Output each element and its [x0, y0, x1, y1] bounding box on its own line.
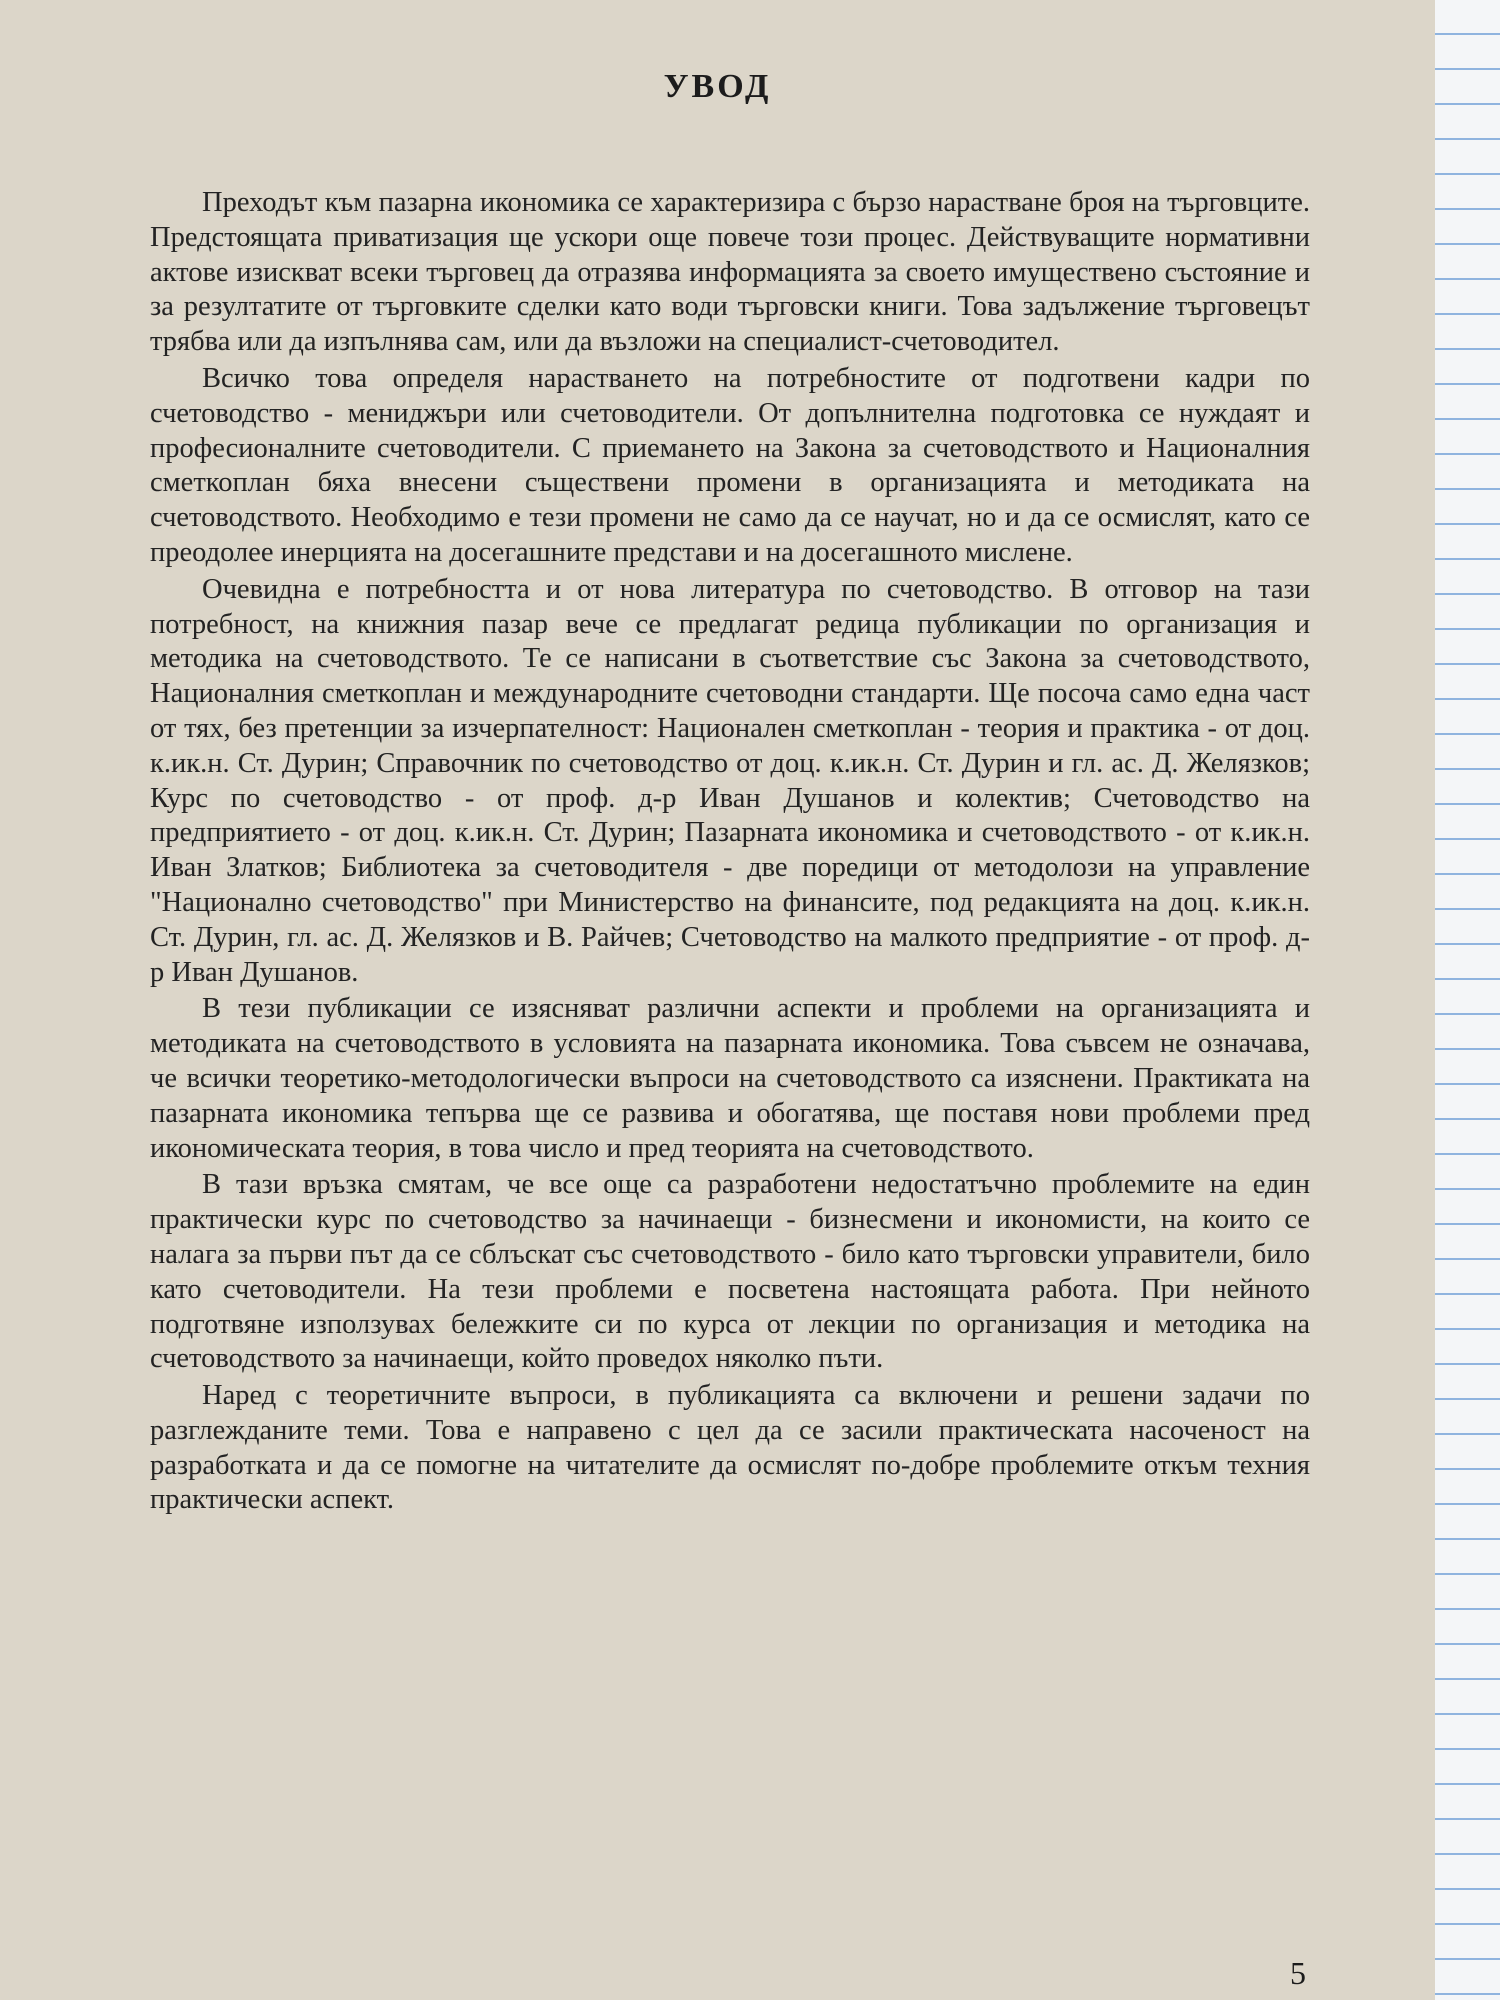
paragraph: Преходът към пазарна икономика се характеризира с бързо нарастване броя на търговците. Предстоящата приватизация ще ускори още повече този процес. Действуващите нормативни актове изискват всеки търговец да отразява информацията за своето имуществено състояние и за резултатите от търговките сделки като води търговски книги. Това задължение търговецът трябва или да изпълнява сам, или да възложи на специалист-счетоводител. [150, 187, 1310, 358]
paragraph: В тези публикации се изясняват различни аспекти и проблеми на организацията и методиката на счетоводството в условията на пазарната икономика. Това съвсем не означава, че всички теоретико-методологически въпроси на счетоводството са изяснени. Практиката на пазарната икономика тепърва ще се развива и обогатява, ще поставя нови проблеми пред икономическата теория, в това число и пред теорията на счетоводството. [150, 993, 1310, 1164]
chapter-title: УВОД [663, 68, 772, 105]
page-number: 5 [1290, 1955, 1306, 1991]
paragraph: Очевидна е потребността и от нова литература по счетоводство. В отговор на тази потребност, на книжния пазар вече се предлагат редица публикации по организация и методика на счетоводството. Те се написани в съответствие със Закона за счетоводството, Националния сметкоплан и международните счетоводни стандарти. Ще посоча само една част от тях, без претенции за изчерпателност: Национален сметкоплан - теория и практика - от доц. к.ик.н. Ст. Дурин; Справочник по счетоводство от доц. к.ик.н. Ст. Дурин и гл. ас. Д. Желязков; Курс по счетоводство - от проф. д-р Иван Душанов и колектив; Счетоводство на предприятието - от доц. к.ик.н. Ст. Дурин; Пазарната икономика и счетоводството - от к.ик.н. Иван Златков; Библиотека за счетоводителя - две поредици от методолози на управление "Национално счетоводство" при Министерство на финансите, под редакцията на доц. к.ик.н. Ст. Дурин, гл. ас. Д. Желязков и В. Райчев; Счетоводство на малкото предприятие - от проф. д-р Иван Душанов. [150, 573, 1310, 988]
body-text [150, 186, 1310, 1520]
paragraph: В тази връзка смятам, че все още са разработени недостатъчно проблемите на един практически курс по счетоводство за начинаещи - бизнесмени и икономисти, на които се налага за първи път да се сблъскат със счетоводството - било като търговски управители, било като счетоводители. На тези проблеми е посветена настоящата работа. При нейното подготвяне използувах бележките си по курса от лекции по организация и методика на счетоводството за начинаещи, който проведох няколко пъти. [150, 1169, 1310, 1375]
lined-notebook-edge [1435, 0, 1500, 2000]
paragraph: Всичко това определя нарастването на потребностите от подготвени кадри по счетоводство - мениджъри или счетоводители. От допълнителна подготовка се нуждаят и професионалните счетоводители. С приемането на Закона за счетоводството и Националния сметкоплан бяха внесени съществени промени в организацията и методиката на счетоводството. Необходимо е тези промени не само да се научат, но и да се осмислят, като се преодолее инерцията на досегашните представи и на досегашното мислене. [150, 362, 1310, 568]
paragraph: Наред с теоретичните въпроси, в публикацията са включени и решени задачи по разглежданите теми. Това е направено с цел да се засили практическата насоченост на разработката и да се помогне на читателите да осмислят по-добре проблемите откъм техния практически аспект. [150, 1380, 1310, 1516]
